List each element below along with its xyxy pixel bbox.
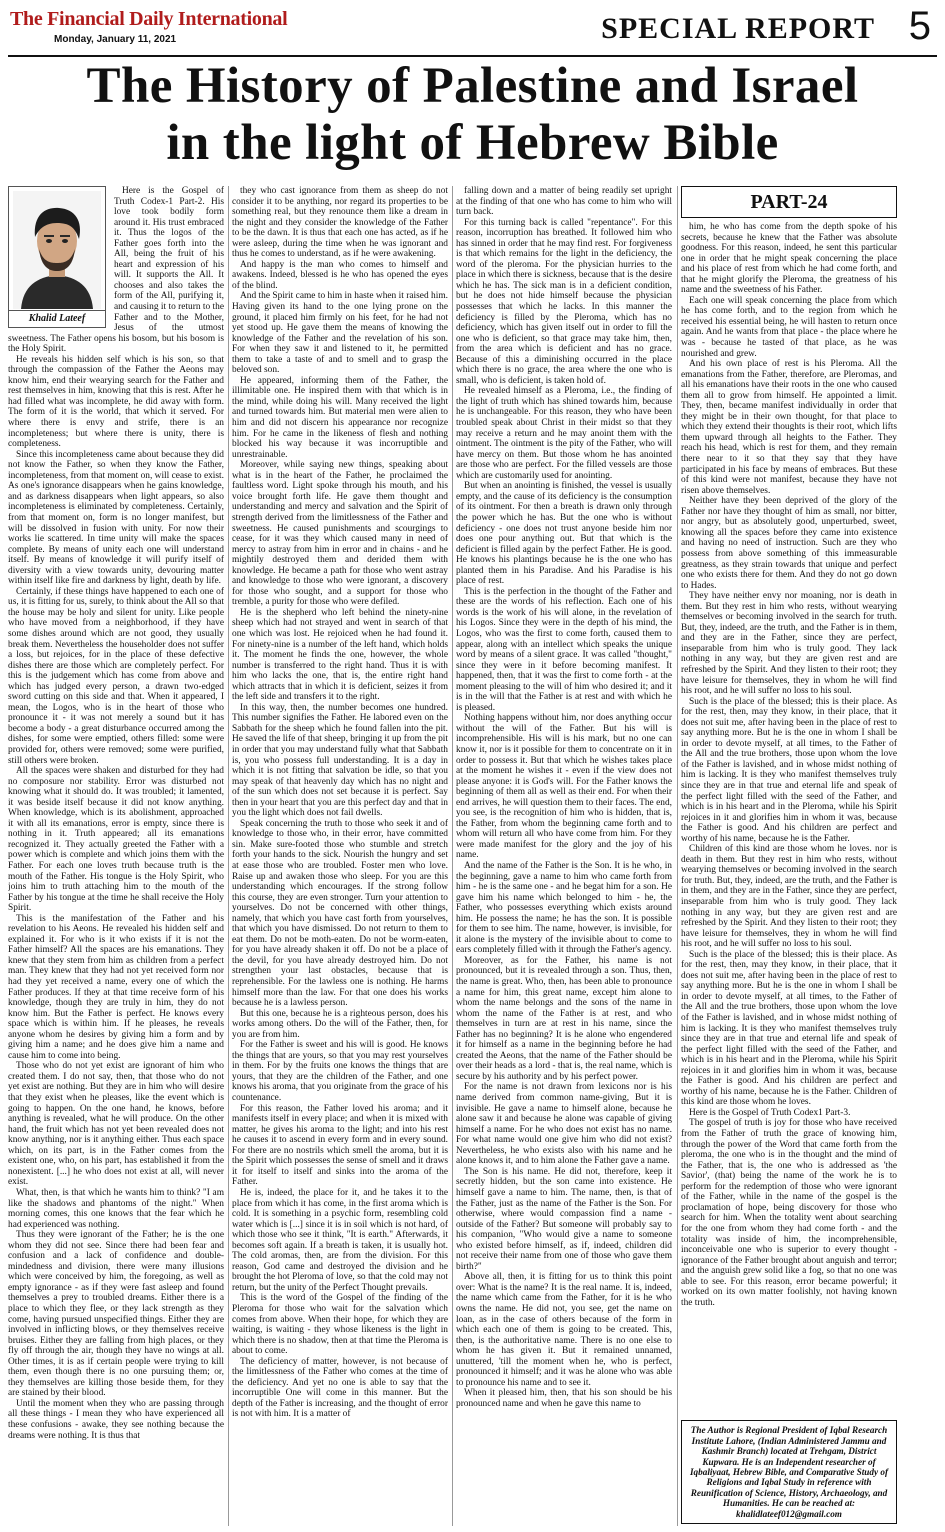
paragraph: Certainly, if these things have happened to each one of us, it is fitting for us, surely, to think about the All so that the house may be holy and silent for unity. Like people who have moved from a neighborhood, if they have some dishes around which are not good, they usually break them. Nevertheless the householder does not suffer a loss, but rejoices, for in the place of these defective dishes there are those which are completely perfect. For this is the judgement which has come from above and which has judged every person, a drawn two-edged sword cutting on this side and that. When it appeared, I mean, the Logos, who is in the heart of those who pronounce it - it was not merely a sound but it has become a body - a great disturbance occurred among the dishes, for some were emptied, others filled: some were provided for, others were removed; some were purified, still others were broken. [8,586,224,766]
author-portrait-icon [13,191,101,309]
paragraph: And his own place of rest is his Pleroma. All the emanations from the Father, therefore, are Pleromas, and all his emanations have their roots in the one who caused them all to grow from himself. He appointed a limit. They, then, became manifest individually in order that they might be in their own thought, for that place to which they extend their thoughts is their root, which lifts them upward through all heights to the Father. They reach his head, which is rest for them, and they remain there near to it so that they say that they have participated in his face by means of embraces. But these of this kind were not manifest, because they have not risen above themselves. [681,359,897,496]
paragraph: He is the shepherd who left behind the ninety-nine sheep which had not strayed and went in search of that one which was lost. He rejoiced when he had found it. For ninety-nine is a number of the left hand, which holds it. The moment he finds the one, however, the whole number is transferred to the right hand. Thus it is with him who lacks the one, that is, the entire right hand which attracts that in which it is deficient, seizes it from the left side and transfers it to the right. [232,607,448,703]
masthead [8,6,937,54]
part-label: PART-24 [681,186,897,218]
paragraph: Each one will speak concerning the place from which he has come forth, and to the region from which he received his essential being, he will hasten to return once again. And he wants from that place - the place where he was - because he tasted of that place, as he was nourished and grew. [681,295,897,359]
paragraph: they who cast ignorance from them as sheep do not consider it to be anything, nor regard its properties to be something real, but they renounce them like a dream in the night and they consider the knowledge of the Father to be the dawn. It is thus that each one has acted, as if he were asleep, during the time when he was ignorant and thus he comes to understand, as if he were awakening. [232,186,448,260]
paragraph: Thus they were ignorant of the Father; he is the one whom they did not see. Since there had been fear and confusion and a lack of confidence and double-mindedness and division, there were many illusions which were conceived by him, the foregoing, as well as empty ignorance - as if they were fast asleep and found themselves a prey to troubled dreams. Either there is a place to which they flee, or they lack strength as they come, having pursued unspecified things. Either they are involved in inflicting blows, or they themselves receive bruises. Either they are falling from high places, or they fly off through the air, though they have no wings at all. Other times, it is as if certain people were trying to kill them, even though there is no one pursuing them; or, they themselves are killing those beside them, for they are stained by their blood. [8,1230,224,1399]
paragraph: Since this incompleteness came about because they did not know the Father, so when they know the Father, incompleteness, from that moment on, will cease to exist. As one's ignorance disappears when he gains knowledge, and as darkness disappears when light appears, so also incompleteness is eliminated by completeness. Certainly, from that moment on, form is no longer manifest, but will be dissolved in fusion with unity. For now their works lie scattered. In time unity will make the spaces complete. By means of unity each one will understand itself. By means of knowledge it will purify itself of diversity with a view towards unity, devouring matter within itself like fire and darkness by light, death by life. [8,449,224,587]
newspaper-name: The Financial Daily International [10,8,288,30]
paragraph: For the Father is sweet and his will is good. He knows the things that are yours, so that you may rest yourselves in them. For by the fruits one knows the things that are yours, that they are the children of the Father, and one knows his aroma, that you originate from the grace of his countenance. [232,1040,448,1104]
paragraph: And the Spirit came to him in haste when it raised him. Having given its hand to the one lying prone on the ground, it placed him firmly on his feet, for he had not yet stood up. He gave them the means of knowing the knowledge of the Father and the revelation of his son. For when they saw it and listened to it, he permitted them to take a taste of and to smell and to grasp the beloved son. [232,291,448,376]
paragraph: But this one, because he is a righteous person, does his works among others. Do the will of the Father, then, for you are from him. [232,1008,448,1040]
paragraph: Moreover, as for the Father, his name is not pronounced, but it is revealed through a son. Thus, then, the name is great. Who, then, has been able to pronounce a name for him, this great name, except him alone to whom the name belongs and the sons of the name in whom the name of the Father is at rest, and who themselves in turn are at rest in his name, since the Father has no beginning? It is he alone who engendered it for himself as a name in the beginning before he had created the Aeons, that the name of the Father should be over their heads as a lord - that is, the real name, which is secure by his authority and by his perfect power. [456,955,672,1082]
paragraph: He appeared, informing them of the Father, the illimitable one. He inspired them with that which is in the mind, while doing his will. Many received the light and turned towards him. But material men were alien to him and did not discern his appearance nor recognize him. For he came in the likeness of flesh and nothing blocked his way because it was incorruptible and unrestrainable. [232,375,448,460]
paragraph: Until the moment when they who are passing through all these things - I mean they who have experienced all these confusions - awake, they see nothing because the dreams were nothing. It is thus that [8,1398,224,1441]
column-4 [681,186,897,1526]
paragraph: He is, indeed, the place for it, and he takes it to the place from which it has come, in the first aroma which is cold. It is something in a psychic form, resembling cold water which is [...] since it is in soil which is not hard, of which those who see it think, "It is earth." Afterwards, it becomes soft again. If a breath is taken, it is usually hot. The cold aromas, then, are from the division. For this reason, God came and destroyed the division and he brought the hot Pleroma of love, so that the cold may not return, but the unity of the Perfect Thought prevails. [232,1187,448,1293]
paragraph: The deficiency of matter, however, is not because of the limitlessness of the Father who comes at the time of the deficiency. And yet no one is able to say that the incorruptible One will come in this manner. But the depth of the Father is increasing, and the thought of error is not with him. It is a matter of [232,1356,448,1420]
paragraph: He reveals his hidden self which is his son, so that through the compassion of the Father the Aeons may know him, end their wearying search for the Father and rest themselves in him, knowing that this is rest. After he had filled what was incomplete, he did away with form. The form of it is the world, that which it served. For where there is envy and strife, there is an incompleteness; but where there is unity, there is completeness. [8,354,224,450]
author-name-caption: Khalid Lateef [9,310,105,327]
column-divider [677,186,678,1526]
paragraph: And happy is the man who comes to himself and awakens. Indeed, blessed is he who has opened the eyes of the blind. [232,259,448,291]
paragraph: In this way, then, the number becomes one hundred. This number signifies the Father. He labored even on the Sabbath for the sheep which he found fallen into the pit. He saved the life of that sheep, bringing it up from the pit in order that you may understand fully what that Sabbath is, you who possess full understanding. It is a day in which it is not fitting that salvation be idle, so that you may speak of that heavenly day which has no night and of the sun which does not set because it is perfect. Say then in your heart that you are this perfect day and that in you the light which does not fail dwells. [232,702,448,819]
paragraph: Nothing happens without him, nor does anything occur without the will of the Father. But his will is incomprehensible. His will is his mark, but no one can know it, nor is it possible for them to concentrate on it in order to possess it. But that which he wishes takes place at the moment he wishes it - even if the view does not please anyone: it is God's will. For the Father knows the beginning of them all as well as their end. For when their end arrives, he will question them to their faces. The end, you see, is the recognition of him who is hidden, that is, the Father, from whom the beginning came forth and to whom will return all who have come from him. For they were made manifest for the glory and the joy of his name. [456,713,672,861]
column-1 [8,186,224,1526]
issue-date: Monday, January 11, 2021 [54,34,177,45]
column-divider [228,186,229,1526]
paragraph: Above all, then, it is fitting for us to think this point over: What is the name? It is the real name. It is, indeed, the name which came from the Father, for it is he who owns the name. He did not, you see, get the name on loan, as in the case of others because of the form in which each one of them is going to be created. This, then, is the authoritative name. There is no one else to whom he has given it. But it remained unnamed, unuttered, 'till the moment when he, who is perfect, pronounced it himself; and it was he alone who was able to pronounce his name and to see it. [456,1272,672,1388]
section-title: SPECIAL REPORT [601,12,875,45]
headline [0,58,945,172]
column-3 [456,186,672,1526]
paragraph: Moreover, while saying new things, speaking about what is in the heart of the Father, he proclaimed the faultless word. Light spoke through his mouth, and his voice brought forth life. He gave them thought and understanding and mercy and salvation and the Spirit of strength derived from the limitlessness of the Father and sweetness. He caused punishments and scourgings to cease, for it was they which caused many in need of mercy to astray from him in error and in chains - and he mightily destroyed them and derided them with knowledge. He became a path for those who went astray and knowledge to those who were ignorant, a discovery for those who sought, and a support for those who tremble, a purity for those who were defiled. [232,460,448,608]
paragraph: What, then, is that which he wants him to think? "I am like the shadows and phantoms of the night." When morning comes, this one knows that the fear which he had experienced was nothing. [8,1187,224,1230]
paragraph: For the name is not drawn from lexicons nor is his name derived from common name-giving, But it is invisible. He gave a name to himself alone, because he alone saw it and because he alone was capable of giving himself a name. For he who does not exist has no name. For what name would one give him who did not exist? Nevertheless, he who exists also with his name and he alone knows it, and to him alone the Father gave a name. [456,1082,672,1167]
paragraph: Such is the place of the blessed; this is their place. As for the rest, then, may they know, in their place, that it does not suit me, after having been in the place of rest to say anything more. But he is the one in whom I shall be in order to devote myself, at all times, to the Father of the All and the true brothers, those upon whom the love of the Father is lavished, and in whose midst nothing of him is lacking. It is they who manifest themselves truly since they are in that true and eternal life and speak of the perfect light filled with the seed of the Father, and which is in his heart and in the Pleroma, while his Spirit rejoices in it and glorifies him in whom it was, because the Father is good. And his children are perfect and worthy of his name, because he is the Father. [681,696,897,844]
paragraph: Neither have they been deprived of the glory of the Father nor have they thought of him as small, nor bitter, nor angry, but as absolutely good, unperturbed, sweet, knowing all the spaces before they came into existence and having no need of instruction. Such are they who possess from above something of this immeasurable greatness, as they strain towards that unique and perfect one who exists there for them. And they do not go down to Hades. [681,496,897,591]
paragraph: The gospel of truth is joy for those who have received from the Father of truth the grace of knowing him, through the power of the Word that came forth from the pleroma, the one who is in the thought and the mind of the Father, that is, the one who is addressed as 'the Savior', (that) being the name of the work he is to perform for the redemption of those who were ignorant of the Father, while in the name of the gospel is the proclamation of hope, being discovery for those who search for him. When the totality went about searching for the one from whom they had come forth - and the totality was inside of him, the incomprehensible, inconceivable one who is superior to every thought - ignorance of the Father brought about anguish and terror; and the anguish grew solid like a fog, so that no one was able to see. For this reason, error became powerful; it worked on its own matter foolishly, not having known the truth. [681,1118,897,1308]
column-divider [452,186,453,1526]
paragraph: Here is the Gospel of Truth Codex1 Part-3. [689,1107,851,1118]
paragraph: He revealed himself as a Pleroma, i.e., the finding of the light of truth which has shined towards him, because he is unchangeable. For this reason, they who have been troubled speak about Christ in their midst so that they may receive a return and he may anoint them with the ointment. The ointment is the pity of the Father, who will have mercy on them. But those whom he has anointed are those who are perfect. For the filled vessels are those which are customarily used for anointing. [456,386,672,481]
author-bio-box: The Author is Regional President of Iqbal Research Institute Lahore, (Indian Administered Jammu and Kashmir Branch) located at Trehgam, District Kupwara. He is an Independent researcher of Iqbaliyaat, Hebrew Bible, and Comparative Study of Religions and Iqbal Study in reference with Reunification of Science, History, Archaeology, and Humanities. He can be reached at: khalidlateef012@gmail.com [681,1420,897,1524]
paragraph: But when an anointing is finished, the vessel is usually empty, and the cause of its deficiency is the consumption of its ointment. For then a breath is drawn only through the power which he has. But the one who is without deficiency - one does not trust anyone beside him nor does one pour anything out. But that which is the deficient is filled again by the perfect Father. He is good. He knows his plantings because he is the one who has planted them in his Paradise. And his Paradise is his place of rest. [456,481,672,587]
headline-line-1: The History of Palestine and Israel [86,58,859,114]
paragraph: Here is the Gospel of Truth Codex-1 Part-2. His love took bodily form around it. His trust embraced it. Thus the logos of the Father goes forth into the All, being the fruit of his heart and expression of his will. It supports the All. It chooses and also takes the form of the All, purifying it, and causing it to return to the Father and to the Mother, Jesus of the utmost sweetness. The Father opens his bosom, but his bosom is the Holy Spirit. [8,186,224,355]
paragraph: For this reason, the Father loved his aroma; and it manifests itself in every place; and when it is mixed with matter, he gives his aroma to the light; and into his rest he causes it to ascend in every form and in every sound. For there are no nostrils which smell the aroma, but it is the Spirit which possesses the sense of smell and it draws it for itself to itself and sinks into the aroma of the Father. [232,1103,448,1188]
paragraph: Children of this kind are those whom he loves. nor is death in them. But they rest in him who rests, without wearying themselves or becoming involved in the search for truth. But, they, indeed, are the truth, and the Father is in them, and they are in the Father, since they are perfect, inseparable from him who is truly good. They lack nothing in any way, but they are given rest and are refreshed by the Spirit. And they listen to their root; they have leisure for themselves, they in whom he will find his root, and he will suffer no loss to his soul. [681,844,897,950]
author-photo [8,186,106,328]
paragraph: The Son is his name. He did not, therefore, keep it secretly hidden, but the son came into existence. He himself gave a name to him. The name, then, is that of the Father, just as the name of the Father is the Son. For otherwise, where would compassion find a name - outside of the Father? But someone will probably say to his companion, "Who would give a name to someone who existed before himself, as if, indeed, children did not receive their name from one of those who gave them birth?" [456,1166,672,1272]
column-2 [232,186,448,1526]
paragraph: Those who do not yet exist are ignorant of him who created them. I do not say, then, that those who do not yet exist are nothing. But they are in him who will desire that they exist when he pleases, like the event which is going to happen. On the one hand, he knows, before anything is revealed, what he will produce. On the other hand, the fruit which has not yet been revealed does not know anything, nor is it anything either. Thus each space which, on its part, is in the Father comes from the existent one, who, on his part, has established it from the nonexistent. [...] he who does not exist at all, will never exist. [8,1061,224,1188]
paragraph: All the spaces were shaken and disturbed for they had no composure nor stability. Error was disturbed not knowing what it should do. It was troubled; it lamented, it was beside itself because it did not know anything. When knowledge, which is its abolishment, approached it with all its emanations, error is empty, since there is nothing in it. Truth appeared; all its emanations recognized it. They actually greeted the Father with a power which is complete and which joins them with the Father. For each one loves truth because truth is the mouth of the Father. His tongue is the Holy Spirit, who joins him to truth attaching him to the mouth of the Father by his tongue at the time he shall receive the Holy Spirit. [8,766,224,914]
paragraph: Speak concerning the truth to those who seek it and of knowledge to those who, in their error, have committed sin. Make sure-footed those who stumble and stretch forth your hands to the sick. Nourish the hungry and set at ease those who are troubled. Foster men who love. Raise up and awaken those who sleep. For you are this understanding which encourages. If the strong follow this course, they are even stronger. Turn your attention to yourselves. Do not be concerned with other things, namely, that which you have cast forth from yourselves, that which you have dismissed. Do not return to them to eat them. Do not be moth-eaten. Do not be worm-eaten, for you have already shaken it off. Do not be a place of the devil, for you have already destroyed him. Do not strengthen your last obstacles, because that is reprehensible. For the lawless one is nothing. He harms himself more than the law. For that one does his works because he is a lawless person. [232,818,448,1009]
paragraph: This is the manifestation of the Father and his revelation to his Aeons. He revealed his hidden self and explained it. For who is it who exists if it is not the Father himself? All the spaces are his emanations. They knew that they stem from him as children from a perfect man. They knew that they had not yet received form nor had they yet received a name, every one of which the Father produces. If they at that time receive form of his knowledge, though they are truly in him, they do not know him. But the Father is perfect. He knows every space which is within him. If he pleases, he reveals anyone whom he desires by giving him a form and by giving him a name; and he does give him a name and cause him to come into being. [8,913,224,1061]
paragraph: Such is the place of the blessed; this is their place. As for the rest, then, may they know, in their place, that it does not suit me, after having been in the place of rest to say anything more. But he is the one in whom I shall be in order to devote myself, at all times, to the Father of the All and the true brothers, those upon whom the love of the Father is lavished, and in whose midst nothing of him is lacking. It is they who manifest themselves truly since they are in that true and eternal life and speak of the perfect light filled with the seed of the Father, and which is in his heart and in the Pleroma, while his Spirit rejoices in it and glorifies him in whom it was, because the Father is good. And his children are perfect and worthy of his name, because he is the Father. Children of this kind are those whom he loves. [681,949,897,1108]
paragraph: This is the word of the Gospel of the finding of the Pleroma for those who wait for the salvation which comes from above. When their hope, for which they are waiting, is waiting - they whose likeness is the light in which there is no shadow, then at that time the Pleroma is about to come. [232,1293,448,1357]
page-number: 5 [908,4,931,48]
paragraph: For this turning back is called "repentance". For this reason, incorruption has breathed. It followed him who has sinned in order that he may find rest. For forgiveness is that which remains for the light in the deficiency, the word of the pleroma. For the physician hurries to the place in which there is sickness, because that is the desire which he has. The sick man is in a deficient condition, but he does not hide himself because the physician possesses that which he lacks. In this manner the deficiency is filled by the Pleroma, which has no deficiency, which has given itself out in order to fill the one who is deficient, so that grace may take him, then, from the area which is deficient and has no grace. Because of this a diminishing occurred in the place which there is no grace, the area where the one who is small, who is deficient, is taken hold of. [456,217,672,386]
paragraph: When it pleased him, then, that his son should be his pronounced name and when he gave this name to [456,1388,672,1409]
headline-line-2: in the light of Hebrew Bible [166,115,779,171]
paragraph: This is the perfection in the thought of the Father and these are the words of his reflection. Each one of his words is the work of his will alone, in the revelation of his Logos. Since they were in the depth of his mind, the Logos, who was the first to come forth, caused them to appear, along with an intellect which speaks the unique word by means of a silent grace. It was called "thought," since they were in it before becoming manifest. It happened, then, that it was the first to come forth - at the moment pleasing to the will of him who desired it; and it is in the will that the Father is at rest and with which he is pleased. [456,586,672,713]
article-body [8,186,937,1526]
paragraph: They have neither envy nor moaning, nor is death in them. But they rest in him who rests, without wearying themselves or becoming involved in the search for truth. But, they, indeed, are the truth, and the Father is in them, and they are in the Father, since they are perfect, inseparable from him who is truly good. They lack nothing in any way, but they are given rest and are refreshed by the Spirit. And they listen to their root; they have leisure for themselves, they in whom he will find his root, and he will suffer no loss to his soul. [681,591,897,697]
header-rule [8,55,937,57]
paragraph: falling down and a matter of being readily set upright at the finding of that one who has come to him who will turn back. [456,186,672,218]
paragraph: him, he who has come from the depth spoke of his secrets, because he knew that the Father was absolute goodness. For this reason, indeed, he sent this particular one in order that he might speak concerning the place and his place of rest from which he had come forth, and that he might glorify the Pleroma, the greatness of his name and the sweetness of his Father. [681,222,897,296]
paragraph: And the name of the Father is the Son. It is he who, in the beginning, gave a name to him who came forth from him - he is the same one - and he begat him for a son. He gave him his name which belonged to him - he, the Father, who possesses everything which exists around him. He possess the name; he has the son. It is possible for them to see him. The name, however, is invisible, for it alone is the mystery of the invisible about to come to ears completely filled with it through the Father's agency. [456,861,672,956]
